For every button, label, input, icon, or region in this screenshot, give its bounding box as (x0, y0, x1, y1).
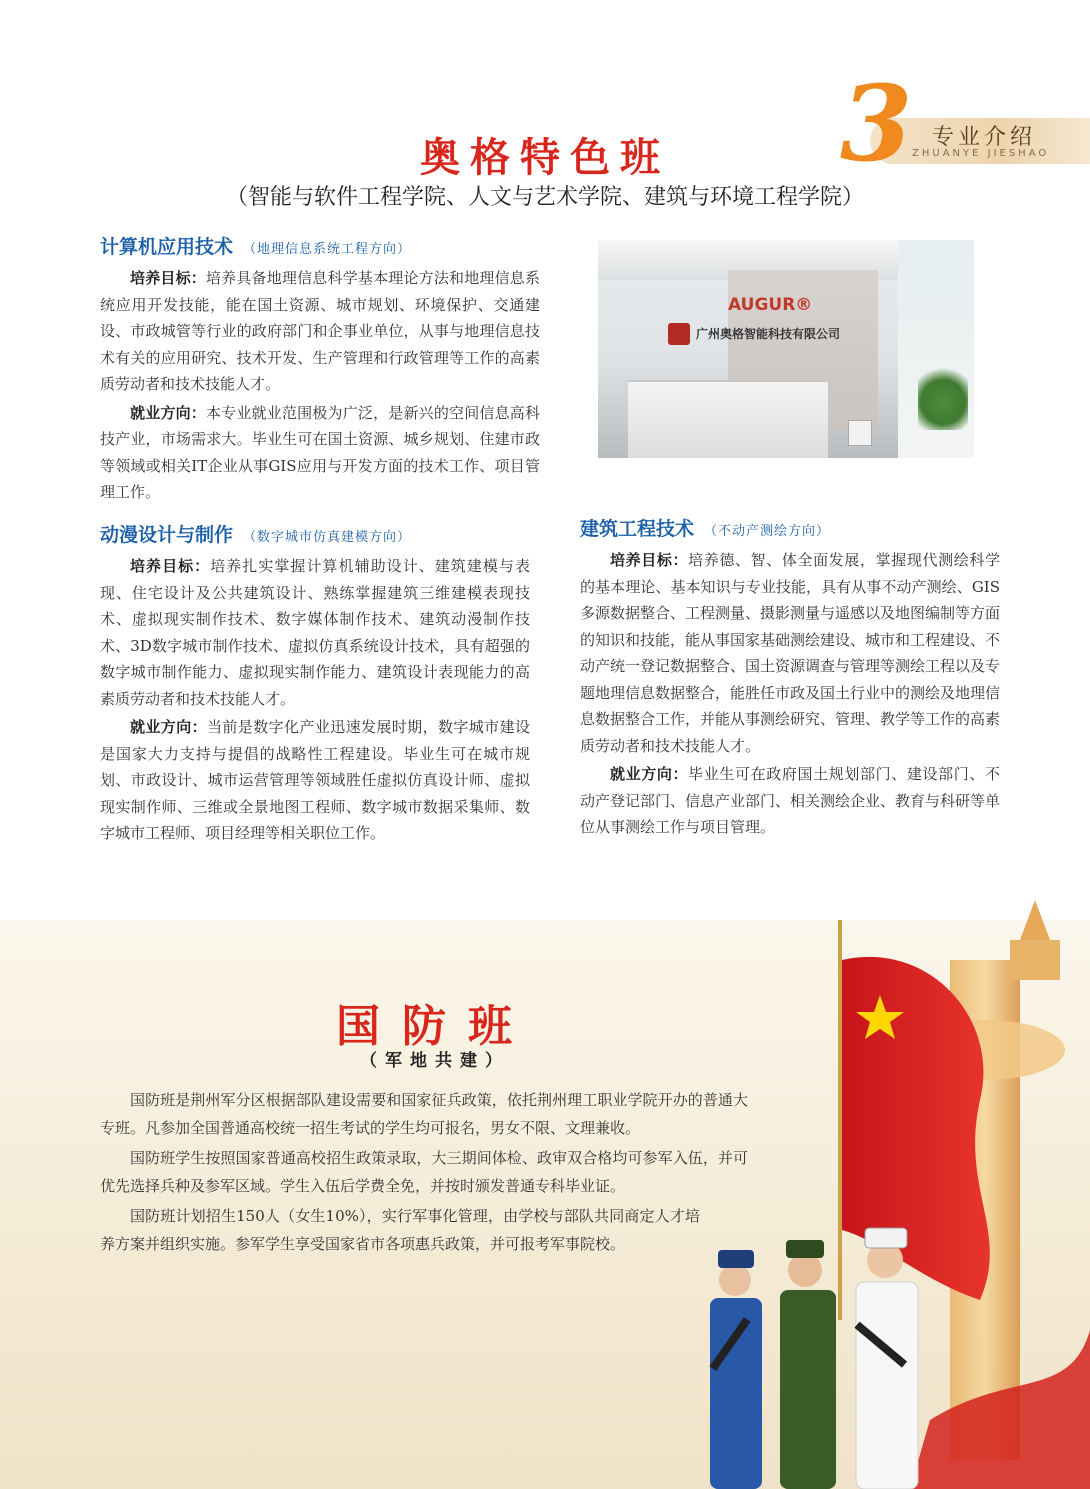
goal-paragraph (580, 547, 1000, 759)
defense-paragraph: 国防班学生按照国家普通高校招生政策录取，大三期间体检、政审双合格均可参军入伍，并可优先选择兵种及参军区域。学生入伍后学费全免，并按时颁发普通专科毕业证。 (100, 1149, 748, 1195)
career-text: 毕业生可在政府国土规划部门、建设部门、不动产登记部门、信息产业部门、相关测绘企业、教育与科研等单位从事测绘工作与项目管理。 (580, 765, 1001, 836)
career-text: 本专业就业范围极为广泛，是新兴的空间信息高科技产业，市场需求大。毕业生可在国土资源、城乡规划、住建市政等领域或相关IT企业从事GIS应用与开发方面的技术工作、项目管理工作。 (100, 403, 540, 501)
badge-subtitle: ZHUANYE JIESHAO (912, 148, 1050, 159)
defense-paragraph: 国防班是荆州军分区根据部队建设需要和国家征兵政策，依托荆州理工职业学院开办的普通大专班。凡参加全国普通高校统一招生考试的学生均可报名，男女不限、文理兼收。 (100, 1091, 748, 1137)
section-subtitle-defense: （军地共建） (360, 1051, 510, 1071)
career-paragraph (100, 400, 540, 506)
plant-icon (918, 360, 968, 430)
reception-desk (628, 380, 828, 458)
major-direction: （地理信息系统工程方向） (243, 242, 412, 257)
goal-label: 培养目标： (130, 557, 211, 575)
career-label: 就业方向： (610, 765, 689, 783)
major-heading (100, 520, 530, 547)
career-label: 就业方向： (130, 718, 207, 736)
goal-label: 培养目标： (130, 269, 206, 287)
goal-label: 培养目标： (610, 551, 689, 569)
defense-body (100, 1086, 748, 1258)
major-name: 建筑工程技术 (580, 518, 695, 540)
major-heading (580, 514, 1000, 541)
major-name: 动漫设计与制作 (100, 524, 234, 546)
major-direction: （数字城市仿真建模方向） (243, 530, 412, 545)
defense-paragraph: 国防班计划招生150人（女生10%），实行军事化管理，由学校与部队共同商定人才培养方案并组织实施。参军学生享受国家省市各项惠兵政策，并可报考军事院校。 (100, 1207, 700, 1253)
company-sign (658, 295, 868, 365)
soldiers-icon (710, 1228, 918, 1489)
company-name: 广州奥格智能科技有限公司 (696, 327, 841, 341)
goal-text: 培养具备地理信息科学基本理论方法和地理信息系统应用开发技能，能在国土资源、城市规划、环境保护、交通建设、市政城管等行业的政府部门和企事业单位，从事与地理信息技术有关的应用研究、技术开发、生产管理和行政管理等工作的高素质劳动者和技术技能人才。 (100, 269, 540, 393)
career-paragraph (580, 761, 1000, 841)
badge-number: 3 (840, 62, 913, 185)
major-heading (100, 232, 540, 259)
goal-paragraph (100, 265, 540, 398)
major-block-construction (580, 514, 1000, 841)
trash-bin-icon (848, 420, 872, 446)
goal-paragraph (100, 553, 530, 712)
career-text: 当前是数字化产业迅速发展时期，数字城市建设是国家大力支持与提倡的战略性工程建设。毕业生可在城市规划、市政设计、城市运营管理等领域胜任虚拟仿真设计师、虚拟现实制作师、三维或全景地图工程师、数字城市数据采集师、数字城市工程师、项目经理等相关职位工作。 (100, 718, 530, 842)
company-seal-icon (668, 323, 690, 345)
career-label: 就业方向： (130, 403, 206, 422)
goal-text: 培养德、智、体全面发展，掌握现代测绘科学的基本理论、基本知识与专业技能，具有从事不动产测绘、GIS多源数据整合、工程测量、摄影测量与遥感以及地图编制等方面的知识和技能，能从事国家基础测绘建设、城市和工程建设、不动产统一登记数据整合、国土资源调查与管理等测绘工程以及专题地理信息数据整合，能胜任市政及国土行业中的测绘及地理信息数据整合工作，并能从事测绘研究、管理、教学等工作的高素质劳动者和技术技能人才。 (580, 551, 1001, 755)
major-name: 计算机应用技术 (100, 236, 234, 258)
goal-text: 培养扎实掌握计算机辅助设计、建筑建模与表现、住宅设计及公共建筑设计、熟练掌握建筑三维建模表现技术、虚拟现实制作技术、数字媒体制作技术、建筑动漫制作技术、3D数字城市制作技术、虚拟仿真系统设计技术，具有超强的数字城市制作能力、虚拟现实制作能力、建筑设计表现能力的高素质劳动者和技术技能人才。 (100, 557, 530, 708)
major-direction: （不动产测绘方向） (704, 524, 831, 539)
career-paragraph (100, 714, 530, 847)
office-photo (598, 240, 974, 458)
section-title-defense: 国防班 (336, 1001, 534, 1052)
section-title-augur: 奥格特色班 (420, 134, 670, 181)
major-block-computer (100, 232, 540, 506)
section-subtitle-augur: （智能与软件工程学院、人文与艺术学院、建筑与环境工程学院） (225, 185, 864, 210)
brand-logo-text: AUGUR® (728, 295, 813, 315)
badge-title: 专业介绍 (932, 125, 1037, 150)
major-block-animation (100, 520, 530, 847)
